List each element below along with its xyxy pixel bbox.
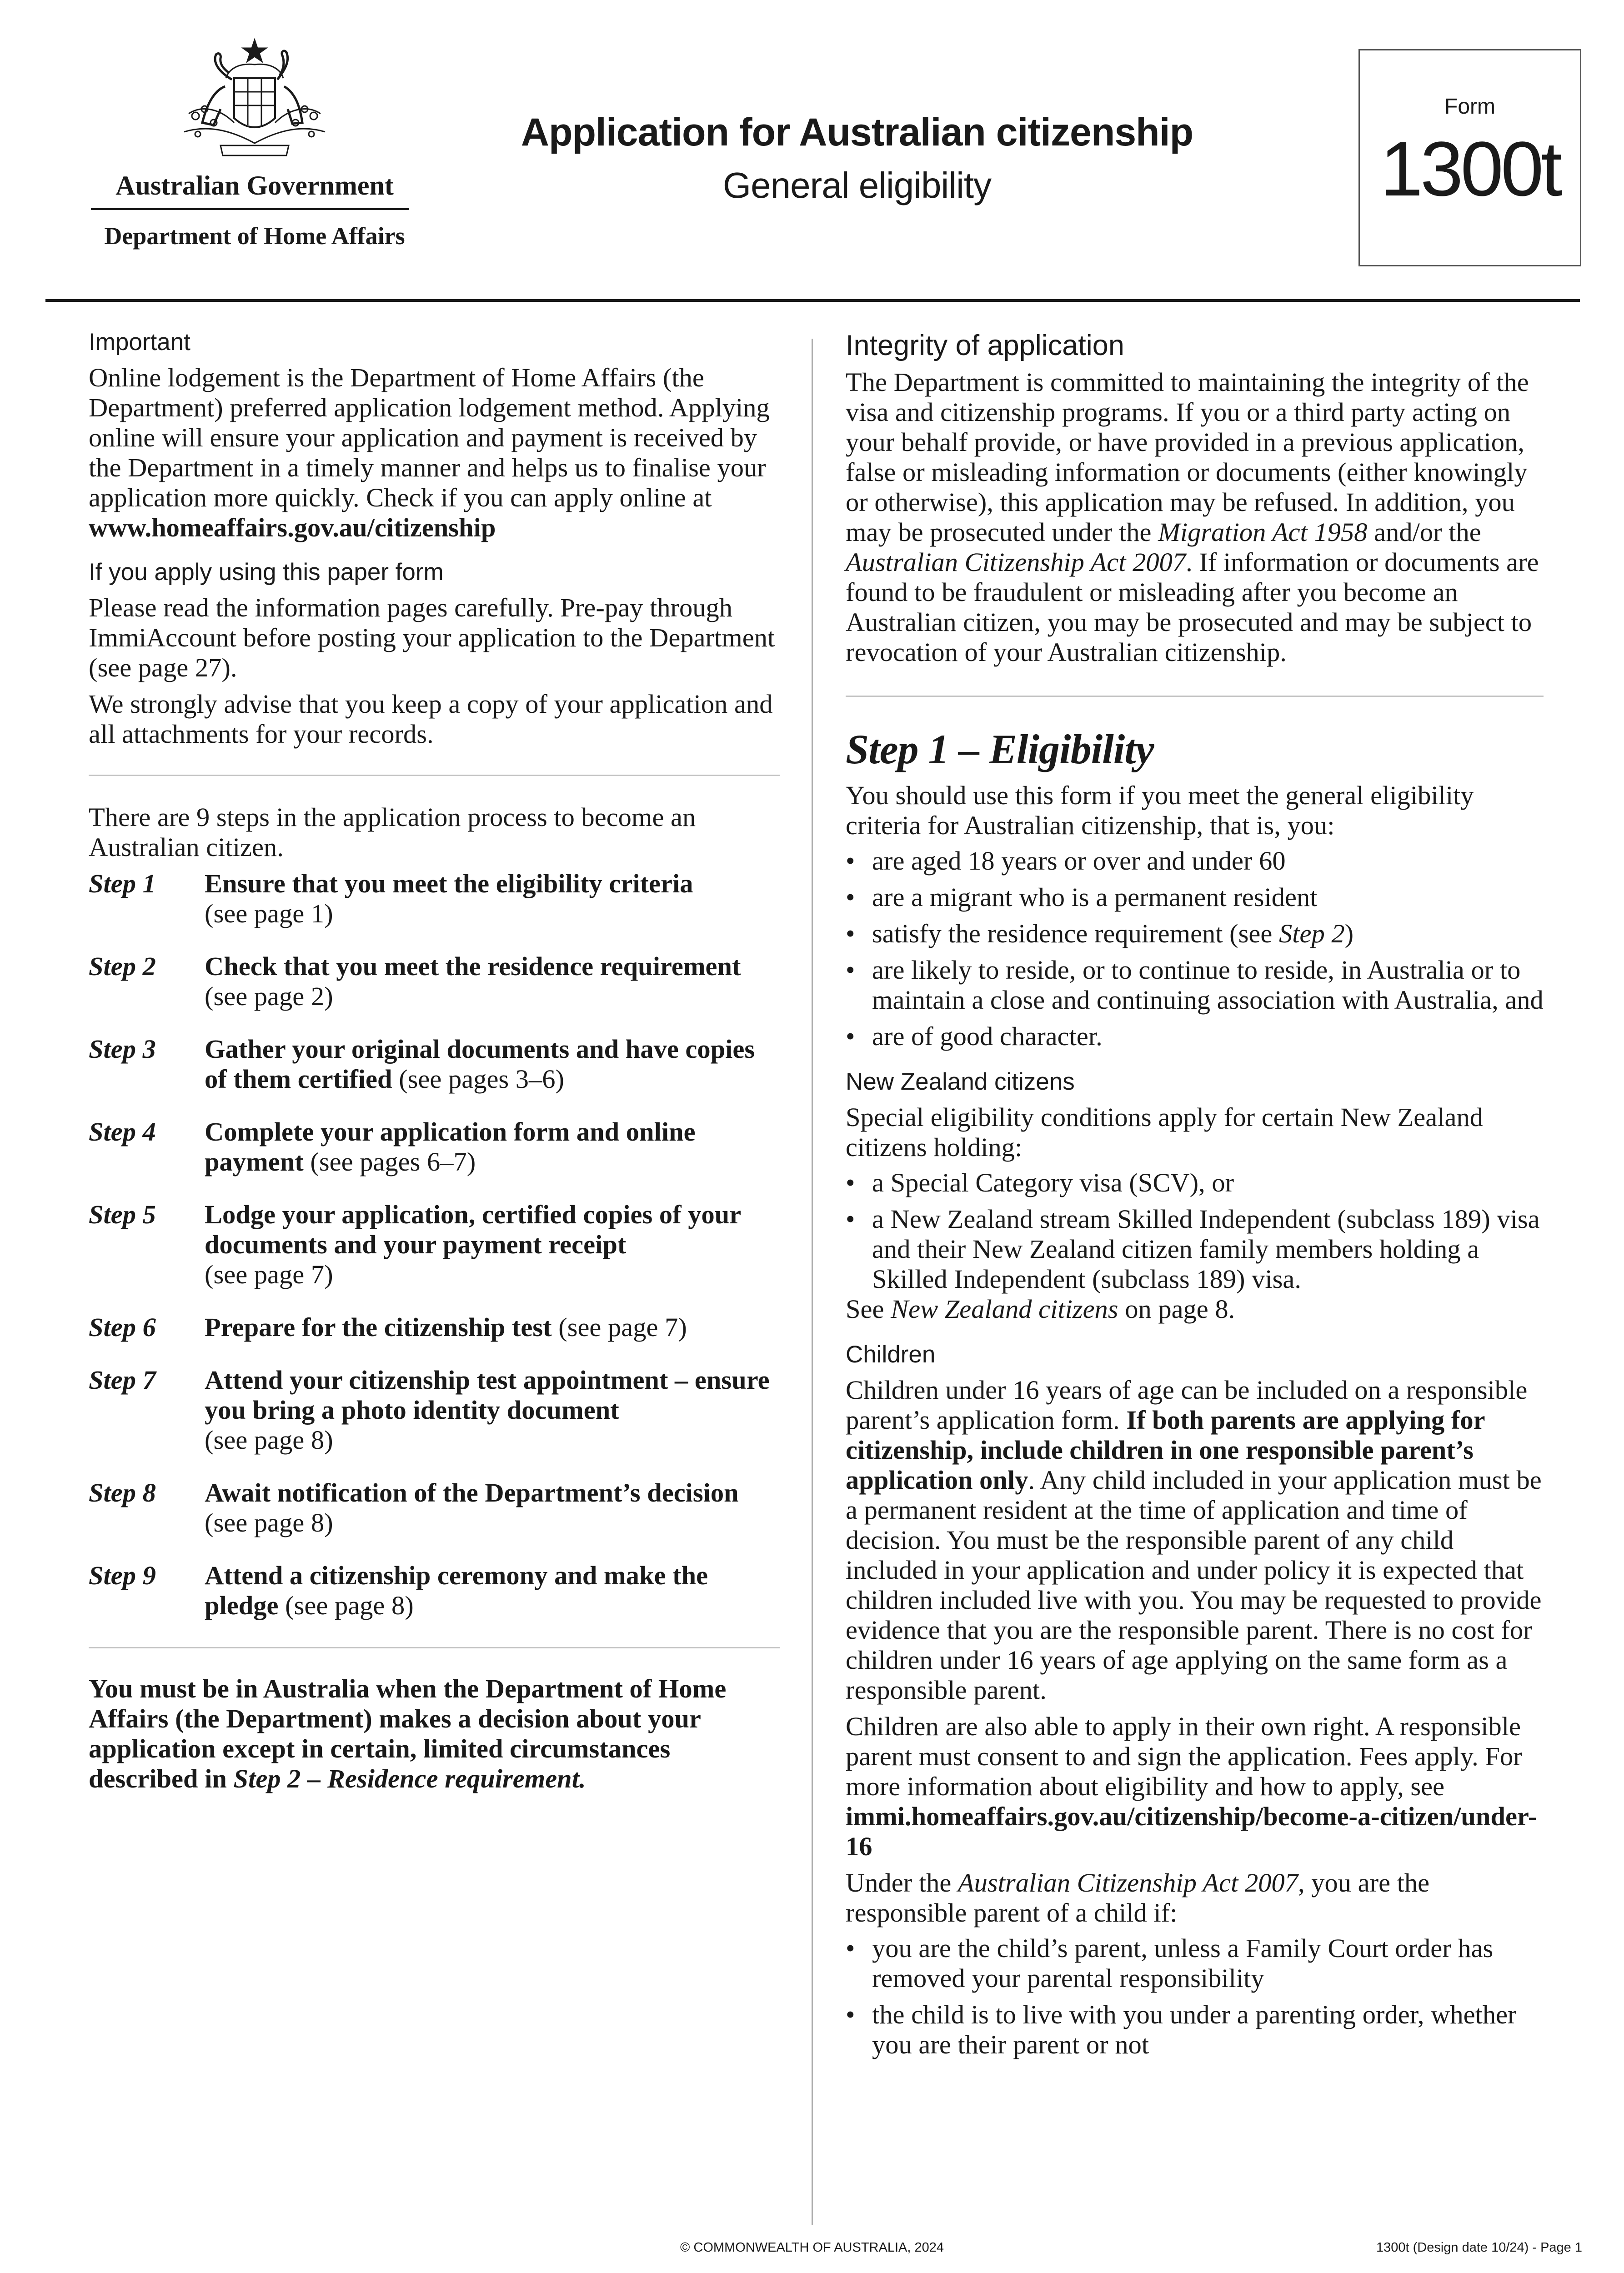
residence-notice-body: You must be in Australia when the Department of Home Affairs (the Department) makes a decision about your application except in certain, limited circumstances described in: [89, 1674, 727, 1793]
step-title: Lodge your application, certified copies of your documents and your payment receipt: [205, 1200, 741, 1259]
children-text-part: , you are the responsible parent of a child if:: [846, 1868, 1430, 1928]
nz-see-text: on page 8.: [1118, 1294, 1235, 1324]
step-page-ref: (see page 8): [278, 1591, 414, 1620]
section-rule: [846, 696, 1544, 697]
header-rule: [45, 299, 1580, 302]
step-2-reference: Step 2: [1278, 919, 1345, 948]
citizenship-act-reference: Australian Citizenship Act 2007: [957, 1868, 1298, 1898]
eligibility-item: • are a migrant who is a permanent resident: [846, 882, 1544, 912]
department-name: Department of Home Affairs: [104, 222, 405, 250]
under-16-link[interactable]: immi.homeaffairs.gov.au/citizenship/become-a-citizen/under-16: [846, 1802, 1537, 1861]
nz-citizens-reference: New Zealand citizens: [891, 1294, 1118, 1324]
step-label: Step 5: [89, 1200, 156, 1229]
step-item: [89, 1312, 780, 1342]
responsible-parent-item: • the child is to live with you under a parenting order, whether you are their parent or not: [846, 2000, 1544, 2060]
step-title: Prepare for the citizenship test: [205, 1312, 552, 1342]
integrity-text: [846, 367, 1544, 667]
step-page-ref: (see page 2): [205, 981, 333, 1011]
children-text-part: Children under 16 years of age can be included on a responsible parent’s application form.: [846, 1375, 1528, 1435]
step-description: [205, 1478, 780, 1538]
step-item: [89, 1365, 780, 1455]
important-text-body: Online lodgement is the Department of Home Affairs (the Department) preferred application lodgement method. Applying online will ensure your application and payment is received by the Department in a timely manner and helps us to finalise your application more quickly. Check if you can apply online at: [89, 363, 770, 512]
eligibility-item-text: satisfy the residence requirement (see: [872, 919, 1279, 948]
children-text-part: . Any child included in your application must be a permanent resident at the time of application and time of decision. You must be the responsible parent of any child included in your application and under policy it is expected that children included live with you. You may be requested to provide evidence that you are the responsible parent. There is no cost for children under 16 years of age applying on the same form as a responsible parent.: [846, 1465, 1542, 1705]
nz-see-also: [846, 1294, 1544, 1324]
nz-intro: Special eligibility conditions apply for certain New Zealand citizens holding:: [846, 1102, 1483, 1162]
step-description: [205, 1365, 780, 1455]
step-item: [89, 1200, 780, 1290]
eligibility-item-text: ): [1344, 919, 1354, 948]
responsible-parent-item: • you are the child’s parent, unless a Family Court order has removed your parental responsibility: [846, 1933, 1544, 1993]
step-page-ref: (see pages 3–6): [392, 1064, 565, 1094]
form-number: 1300t: [1380, 126, 1560, 212]
government-name: Australian Government: [115, 170, 394, 200]
step-description: [205, 951, 780, 1011]
section-rule: [89, 1647, 780, 1648]
step-label: Step 6: [89, 1312, 156, 1342]
integrity-text-part: and/or the: [1367, 517, 1481, 547]
step-label: Step 9: [89, 1561, 156, 1590]
integrity-heading: Integrity of application: [846, 330, 1124, 361]
government-rule: [91, 208, 409, 210]
step-title: Attend a citizenship ceremony and make the pledge: [205, 1561, 708, 1620]
steps-list: [89, 869, 780, 1621]
residence-notice: [89, 1674, 780, 1794]
step-title: Attend your citizenship test appointment – ensure you bring a photo identity document: [205, 1365, 770, 1425]
important-heading: Important: [89, 329, 190, 355]
step-page-ref: (see page 8): [205, 1425, 333, 1455]
step-item: [89, 1561, 780, 1621]
citizenship-act-reference: Australian Citizenship Act 2007: [846, 547, 1186, 577]
citizenship-link[interactable]: www.homeaffairs.gov.au/citizenship: [89, 513, 496, 542]
nz-visa-item: • a New Zealand stream Skilled Independent (subclass 189) visa and their New Zealand citizen family members holding a Skilled Independent (subclass 189) visa.: [846, 1204, 1544, 1294]
step-item: [89, 1117, 780, 1177]
form-number-box: [1358, 49, 1581, 266]
step-label: Step 7: [89, 1365, 156, 1395]
paper-form-text-2: We strongly advise that you keep a copy of your application and all attachments for your records.: [89, 689, 773, 749]
step-title: Await notification of the Department’s decision: [205, 1478, 739, 1507]
children-emphasis: If both parents are applying for citizenship, include children in one responsible parent’s application only: [846, 1405, 1485, 1495]
eligibility-list: [846, 846, 1544, 1051]
footer-page-info: 1300t (Design date 10/24) - Page 1: [1376, 2240, 1582, 2255]
step-title: Gather your original documents and have copies of them certified: [205, 1034, 755, 1094]
step-description: [205, 1200, 780, 1290]
step-page-ref: (see pages 6–7): [303, 1147, 476, 1177]
eligibility-item: • are likely to reside, or to continue to reside, in Australia or to maintain a close and continuing association with Australia, and: [846, 955, 1544, 1015]
responsible-parent-list: [846, 1933, 1544, 2060]
step-item: [89, 1034, 780, 1094]
children-text-part: Under the: [846, 1868, 958, 1898]
section-rule: [89, 775, 780, 776]
paper-form-heading: If you apply using this paper form: [89, 559, 444, 586]
step-label: Step 8: [89, 1478, 156, 1507]
step-page-ref: (see page 8): [205, 1508, 333, 1537]
step-page-ref: (see page 7): [551, 1312, 687, 1342]
step-title: Ensure that you meet the eligibility criteria: [205, 869, 693, 898]
column-divider: [812, 339, 813, 2225]
right-column: [846, 327, 1544, 2060]
step-label: Step 2: [89, 951, 156, 981]
steps-intro: There are 9 steps in the application process to become an Australian citizen.: [89, 802, 696, 862]
step-description: [205, 1117, 780, 1177]
eligibility-item: [846, 919, 1544, 949]
step-label: Step 4: [89, 1117, 156, 1147]
children-text-part: Children are also able to apply in their own right. A responsible parent must consent to and sign the application. Fees apply. For more information about eligibility and how to apply, see: [846, 1712, 1522, 1801]
step-label: Step 1: [89, 869, 156, 898]
coat-of-arms-icon: [170, 36, 339, 164]
migration-act-reference: Migration Act 1958: [1158, 517, 1368, 547]
children-heading: Children: [846, 1341, 936, 1368]
step-title: Complete your application form and online payment: [205, 1117, 696, 1177]
step-description: [205, 1034, 780, 1094]
children-text-3: [846, 1868, 1544, 1928]
nz-visa-list: [846, 1168, 1544, 1294]
step-item: [89, 951, 780, 1011]
residence-notice-reference: Step 2 – Residence requirement.: [233, 1764, 586, 1793]
eligibility-item: • are of good character.: [846, 1021, 1544, 1051]
step-description: [205, 869, 780, 929]
children-text-2: [846, 1712, 1544, 1862]
form-title: Application for Australian citizenship: [521, 110, 1193, 154]
step-page-ref: (see page 7): [205, 1260, 333, 1289]
step-description: [205, 1561, 780, 1621]
paper-form-text-1: Please read the information pages carefully. Pre-pay through ImmiAccount before posting your application to the Department (see page 27).: [89, 593, 775, 682]
children-text-1: [846, 1375, 1544, 1705]
step-title: Check that you meet the residence requirement: [205, 951, 741, 981]
step-label: Step 3: [89, 1034, 156, 1064]
step-page-ref: (see page 1): [205, 899, 333, 928]
step-description: [205, 1312, 780, 1342]
nz-citizens-heading: New Zealand citizens: [846, 1068, 1075, 1095]
form-label: Form: [1444, 95, 1495, 119]
nz-see-text: See: [846, 1294, 891, 1324]
step-1-heading: Step 1 – Eligibility: [846, 726, 1154, 772]
footer-copyright: © COMMONWEALTH OF AUSTRALIA, 2024: [680, 2240, 944, 2255]
left-column: [89, 327, 780, 1794]
eligibility-item: • are aged 18 years or over and under 60: [846, 846, 1544, 876]
integrity-text-part: . If information or documents are found to be fraudulent or misleading after you become an Australian citizen, you may be prosecuted and may be subject to revocation of your Australian citizenship.: [846, 547, 1539, 667]
important-text: [89, 363, 780, 543]
eligibility-intro: You should use this form if you meet the general eligibility criteria for Australian citizenship, that is, you:: [846, 781, 1474, 840]
nz-visa-item: • a Special Category visa (SCV), or: [846, 1168, 1544, 1198]
step-item: [89, 869, 780, 929]
integrity-text-part: The Department is committed to maintaining the integrity of the visa and citizenship programs. If you or a third party acting on your behalf provide, or have provided in a previous application, false or misleading information or documents (either knowingly or otherwise), this application may be refused. In addition, you may be prosecuted under the: [846, 367, 1529, 547]
form-subtitle: General eligibility: [722, 165, 992, 205]
step-item: [89, 1478, 780, 1538]
